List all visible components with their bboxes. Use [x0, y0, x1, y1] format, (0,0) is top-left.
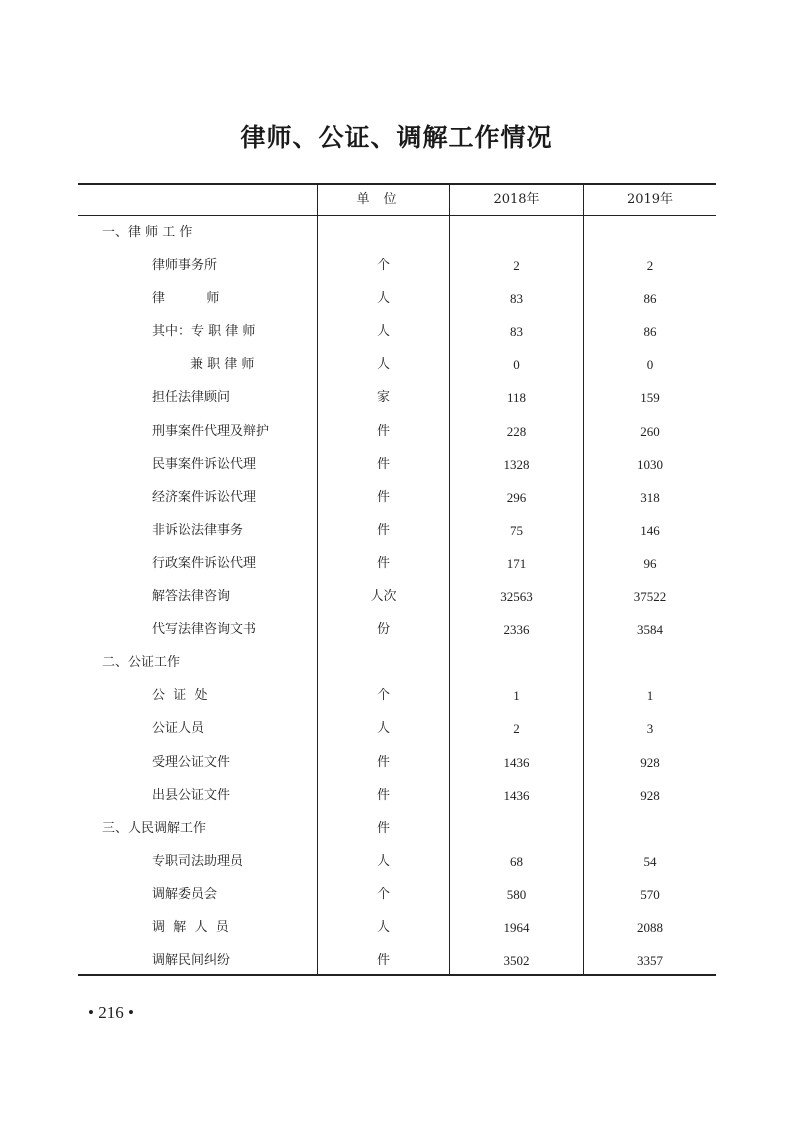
table-row — [78, 746, 716, 779]
unit-cell: 件 — [376, 423, 390, 439]
value-2019-cell: 54 — [643, 853, 657, 869]
value-2018-cell: 1 — [513, 688, 520, 704]
value-2019-cell: 3357 — [637, 953, 663, 969]
page-number: • 216 • — [88, 1003, 134, 1022]
unit-cell: 人 — [376, 721, 390, 737]
value-2018-cell: 2 — [513, 258, 520, 274]
unit-cell: 个 — [376, 886, 390, 902]
value-2018-cell: 3502 — [503, 953, 530, 969]
value-2018-cell: 75 — [510, 522, 523, 538]
page-title: 律师、公证、调解工作情况 — [240, 123, 553, 152]
value-2018-cell: 32563 — [500, 589, 533, 605]
table-row — [78, 381, 716, 414]
row-label: 调 解 人 员 — [152, 919, 229, 935]
value-2019-cell: 2 — [646, 258, 654, 274]
unit-cell: 件 — [376, 456, 390, 472]
value-2019-cell: 318 — [640, 489, 660, 505]
unit-cell: 个 — [376, 258, 390, 274]
column-header-2019: 2019年 — [626, 192, 674, 207]
value-2019-cell: 2088 — [637, 919, 663, 935]
table-row — [78, 679, 716, 712]
value-2018-cell: 83 — [510, 291, 523, 307]
value-2019-cell: 86 — [643, 324, 657, 340]
row-label: 非诉讼法律事务 — [152, 522, 244, 538]
row-label: 一、律 师 工 作 — [102, 225, 193, 240]
row-label: 调解委员会 — [152, 886, 218, 902]
unit-cell: 人 — [376, 853, 390, 869]
row-label: 公 证 处 — [152, 688, 208, 704]
row-label: 三、人民调解工作 — [102, 820, 207, 836]
unit-cell: 人 — [376, 357, 390, 373]
section-row — [78, 646, 716, 679]
table-row — [78, 514, 716, 547]
value-2018-cell: 171 — [506, 555, 527, 571]
row-label: 解答法律咨询 — [152, 589, 231, 605]
row-label: 刑事案件代理及辩护 — [152, 423, 270, 439]
row-label: 民事案件诉讼代理 — [152, 456, 257, 472]
unit-cell: 件 — [376, 820, 390, 836]
unit-cell: 家 — [376, 390, 390, 406]
row-label: 调解民间纠纷 — [152, 953, 231, 969]
value-2018-cell: 68 — [510, 853, 523, 869]
row-label: 律 师 — [152, 291, 220, 307]
table-row — [78, 448, 716, 481]
row-label: 担任法律顾问 — [152, 390, 231, 406]
value-2019-cell: 96 — [643, 555, 657, 571]
value-2019-cell: 260 — [640, 423, 660, 439]
value-2019-cell: 37522 — [633, 589, 667, 605]
unit-cell: 件 — [376, 787, 390, 803]
row-label: 代写法律咨询文书 — [152, 622, 257, 638]
section-row — [78, 812, 716, 845]
table-body — [78, 216, 716, 977]
unit-cell: 件 — [376, 522, 390, 538]
unit-cell: 件 — [376, 754, 390, 770]
value-2019-cell: 570 — [640, 886, 660, 902]
table-row — [78, 845, 716, 878]
value-2019-cell: 159 — [640, 390, 660, 406]
value-2018-cell: 0 — [513, 357, 520, 373]
unit-cell: 人 — [376, 324, 390, 340]
row-label: 出县公证文件 — [152, 787, 231, 803]
table-row — [78, 580, 716, 613]
table-row — [78, 613, 716, 646]
value-2018-cell: 83 — [510, 324, 523, 340]
value-2018-cell: 118 — [506, 390, 527, 406]
value-2019-cell: 3584 — [637, 622, 663, 638]
section-row — [78, 216, 716, 249]
table-row — [78, 779, 716, 812]
value-2018-cell: 580 — [506, 886, 527, 902]
value-2019-cell: 928 — [640, 787, 660, 803]
table-row — [78, 481, 716, 514]
value-2018-cell: 1964 — [503, 919, 530, 935]
value-2018-cell: 228 — [506, 423, 527, 439]
table-row — [78, 415, 716, 448]
table-row — [78, 315, 716, 348]
unit-cell: 件 — [376, 489, 390, 505]
value-2019-cell: 86 — [643, 291, 657, 307]
row-label: 专职司法助理员 — [152, 853, 244, 869]
row-label: 经济案件诉讼代理 — [152, 489, 257, 505]
value-2018-cell: 1436 — [503, 754, 530, 770]
table-row — [78, 712, 716, 745]
value-2018-cell: 296 — [506, 489, 527, 505]
unit-cell: 人次 — [370, 589, 397, 605]
row-label: 兼 职 律 师 — [190, 357, 255, 373]
unit-cell: 个 — [376, 688, 390, 704]
row-label: 行政案件诉讼代理 — [152, 555, 257, 571]
table-row — [78, 911, 716, 944]
column-header-unit: 单位 — [356, 192, 411, 207]
table-row — [78, 944, 716, 977]
unit-cell: 人 — [376, 291, 390, 307]
unit-cell: 人 — [376, 919, 390, 935]
value-2019-cell: 0 — [646, 357, 654, 373]
table-row — [78, 282, 716, 315]
unit-cell: 份 — [376, 622, 390, 638]
value-2018-cell: 1436 — [503, 787, 530, 803]
column-header-2018: 2018年 — [493, 192, 540, 207]
unit-cell: 件 — [376, 555, 390, 571]
value-2019-cell: 928 — [640, 754, 660, 770]
value-2018-cell: 2336 — [503, 622, 530, 638]
value-2018-cell: 1328 — [503, 456, 530, 472]
row-label: 二、公证工作 — [102, 655, 181, 671]
value-2019-cell: 3 — [646, 721, 654, 737]
table-row — [78, 249, 716, 282]
table-row — [78, 547, 716, 580]
value-2019-cell: 1 — [646, 688, 654, 704]
row-label: 其中：专 职 律 师 — [152, 324, 256, 340]
value-2019-cell: 1030 — [637, 456, 663, 472]
table-row — [78, 878, 716, 911]
row-label: 受理公证文件 — [152, 754, 231, 770]
unit-cell: 件 — [376, 953, 390, 969]
row-label: 公证人员 — [152, 721, 205, 737]
table-row — [78, 348, 716, 381]
value-2019-cell: 146 — [640, 522, 660, 538]
value-2018-cell: 2 — [513, 721, 520, 737]
row-label: 律师事务所 — [152, 258, 218, 274]
